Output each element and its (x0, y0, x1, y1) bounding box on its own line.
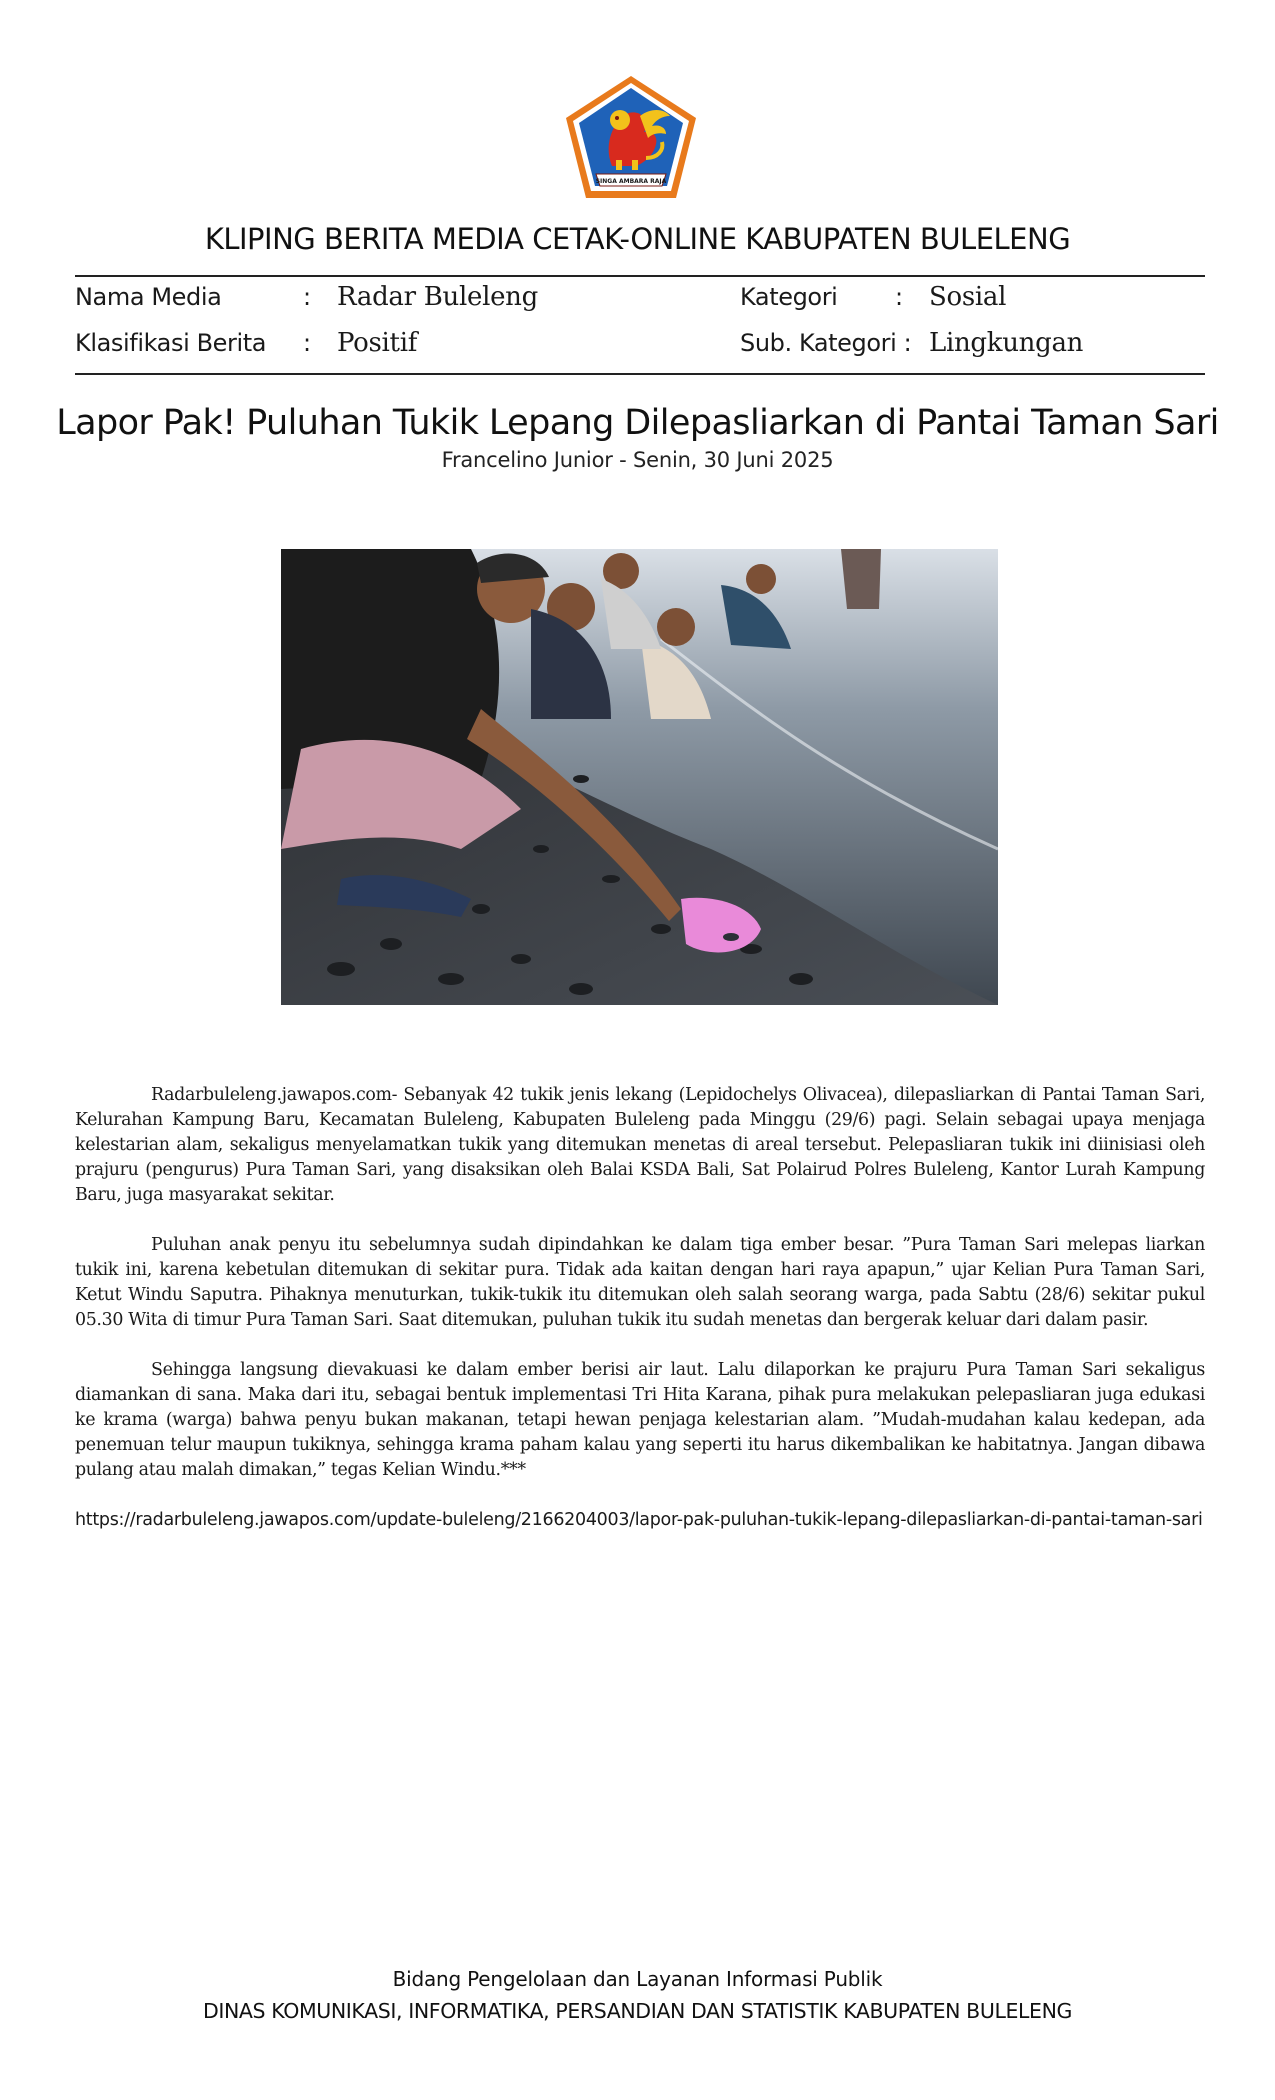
article-paragraph: Sehingga langsung dievakuasi ke dalam ember berisi air laut. Lalu dilaporkan ke prajuru Pura Taman Sari sekaligus diamankan di sana. Maka dari itu, sebagai bentuk implementasi Tri Hita Karana, pihak pura melakukan pelepasliaran juga edukasi ke krama (warga) bahwa penyu bukan makanan, tetapi hewan penjaga kelestarian alam. ”Mudah-mudahan kalau kedepan, ada penemuan telur maupun tukiknya, sehingga krama paham kalau yang seperti itu harus dikembalikan ke habitatnya. Jangan dibawa pulang atau malah dimakan,” tegas Kelian Windu.*** (75, 1360, 1205, 1480)
article-body (75, 1083, 1205, 1508)
media-value: Radar Buleleng (337, 282, 538, 312)
footer-department: Bidang Pengelolaan dan Layanan Informasi Publik (392, 1967, 883, 1991)
meta-row-klasifikasi (75, 328, 1205, 364)
klasifikasi-colon: : (303, 329, 312, 357)
media-label: Nama Media (75, 283, 222, 311)
article-paragraph: Radarbuleleng.jawapos.com- Sebanyak 42 tukik jenis lekang (Lepidochelys Olivacea), dilepasliarkan di Pantai Taman Sari, Kelurahan Kampung Baru, Kecamatan Buleleng, Kabupaten Buleleng pada Minggu (29/6) pagi. Selain sebagai upaya menjaga kelestarian alam, sekaligus menyelamatkan tukik yang ditemukan menetas di areal tersebut. Pelepasliaran tukik ini diinisiasi oleh prajuru (pengurus) Pura Taman Sari, yang disaksikan oleh Balai KSDA Bali, Sat Polairud Polres Buleleng, Kantor Lurah Kampung Baru, juga masyarakat sekitar. (75, 1085, 1205, 1205)
kategori-value: Sosial (929, 282, 1007, 312)
kabupaten-buleleng-crest-icon (562, 74, 700, 202)
turtle-release-photo (281, 549, 998, 1005)
kategori-label: Kategori (740, 283, 838, 311)
logo-motto: SINGA AMBARA RAJA (595, 178, 667, 185)
klasifikasi-label: Klasifikasi Berita (75, 329, 267, 357)
source-url-link[interactable]: https://radarbuleleng.jawapos.com/update-buleleng/2166204003/lapor-pak-puluhan-tukik-lepang-dilepasliarkan-di-pantai-taman-sari (75, 1510, 1203, 1530)
article-paragraph: Puluhan anak penyu itu sebelumnya sudah dipindahkan ke dalam tiga ember besar. ”Pura Taman Sari melepas liarkan tukik ini, karena kebetulan ditemukan di sekitar pura. Tidak ada kaitan dengan hari raya apapun,” ujar Kelian Pura Taman Sari, Ketut Windu Saputra. Pihaknya menuturkan, tukik-tukik itu ditemukan oleh salah seorang warga, pada Sabtu (28/6) sekitar pukul 05.30 Wita di timur Pura Taman Sari. Saat ditemukan, puluhan tukik itu sudah menetas dan bergerak keluar dari dalam pasir. (75, 1235, 1205, 1330)
footer-agency: DINAS KOMUNIKASI, INFORMATIKA, PERSANDIAN DAN STATISTIK KABUPATEN BULELENG (202, 1999, 1073, 2023)
meta-row-media (75, 282, 1205, 318)
article-headline: Lapor Pak! Puluhan Tukik Lepang Dilepasliarkan di Pantai Taman Sari (56, 403, 1219, 443)
clipping-header-title: KLIPING BERITA MEDIA CETAK-ONLINE KABUPATEN BULELENG (204, 222, 1071, 256)
subkategori-label: Sub. Kategori : (740, 329, 912, 357)
media-colon: : (303, 283, 312, 311)
article-byline: Francelino Junior - Senin, 30 Juni 2025 (441, 448, 834, 472)
divider-bottom (75, 373, 1205, 375)
kategori-colon: : (895, 283, 904, 311)
klasifikasi-value: Positif (337, 328, 418, 358)
subkategori-value: Lingkungan (929, 328, 1084, 358)
divider-top (75, 275, 1205, 277)
